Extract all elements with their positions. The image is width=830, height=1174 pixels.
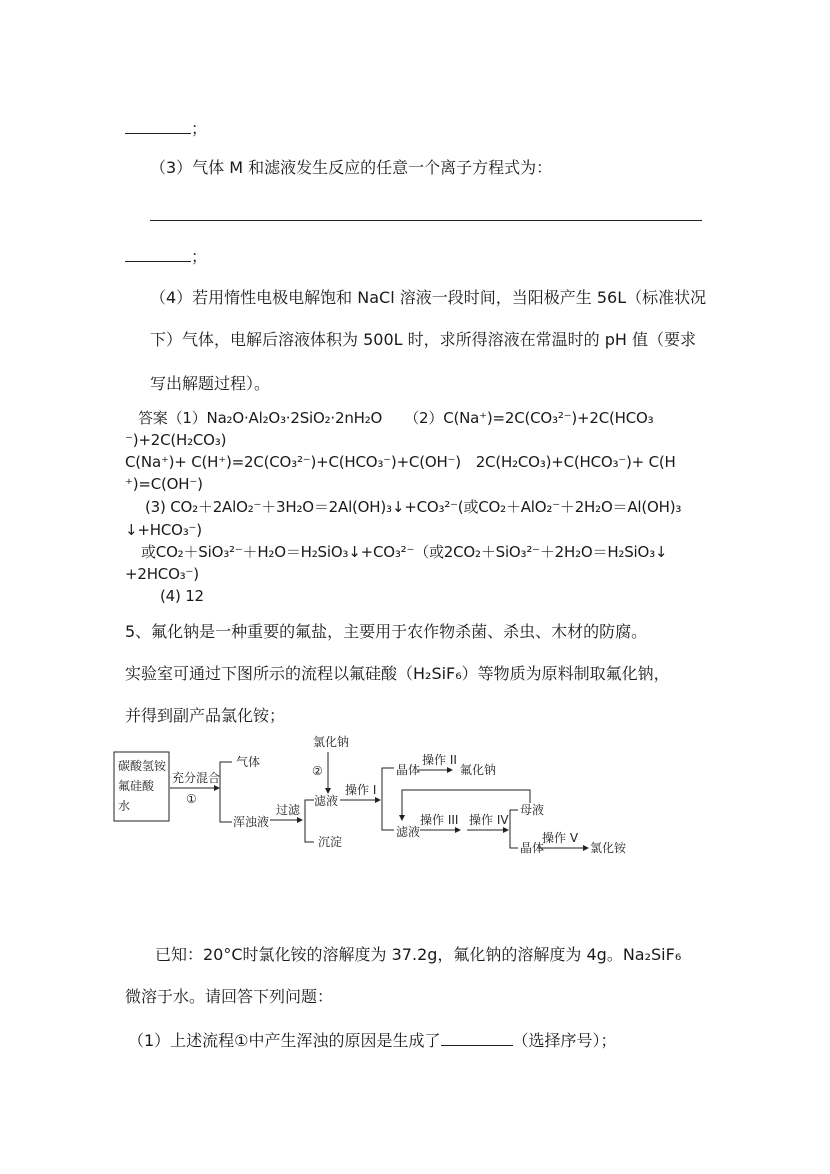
q5-intro-1: 5、氟化钠是一种重要的氟盐，主要用于农作物杀菌、杀虫、木材的防腐。 xyxy=(125,622,648,641)
node-label: 晶体 xyxy=(396,763,421,777)
step-number: ② xyxy=(312,764,323,778)
q4-line-1: （4）若用惰性电极电解饱和 NaCl 溶液一段时间，当阳极产生 56L（标准状况 xyxy=(150,288,707,307)
q5-subquestion-1 xyxy=(128,1029,617,1052)
answer-line: (3) CO₂＋2AlO₂⁻＋3H₂O＝2Al(OH)₃↓+CO₃²⁻(或CO₂＋AlO₂⁻＋2H₂O＝Al(OH)₃ xyxy=(145,498,682,516)
node-label: 母液 xyxy=(520,803,545,817)
bracket xyxy=(382,768,394,830)
answer-blank-line-2 xyxy=(125,245,207,268)
blank xyxy=(125,245,191,262)
node-label: 滤液 xyxy=(314,794,339,808)
bracket xyxy=(305,800,314,842)
step-label: 操作 I xyxy=(345,783,377,797)
bracket xyxy=(220,762,232,822)
flow-diagram xyxy=(112,728,712,863)
bracket xyxy=(510,810,518,848)
semicolon: ； xyxy=(191,119,208,138)
answer-line: 或CO₂＋SiO₃²⁻＋H₂O＝H₂SiO₃↓+CO₃²⁻（或2CO₂＋SiO₃²⁻＋2H₂O＝H₂SiO₃↓ xyxy=(141,543,668,561)
q3-prompt: （3）气体 M 和滤液发生反应的任意一个离子方程式为： xyxy=(150,158,553,177)
step-number: ① xyxy=(186,792,197,806)
answer-line: (4) 12 xyxy=(160,587,204,605)
node-label: 氯化钠 xyxy=(313,735,350,749)
answer-line: ⁺)=C(OH⁻) xyxy=(125,475,203,493)
step-label: 操作 V xyxy=(542,831,579,845)
q5-intro-3: 并得到副产品氯化铵； xyxy=(125,706,286,725)
q4-line-3: 写出解题过程）。 xyxy=(150,374,271,393)
question-text: （选择序号）； xyxy=(512,1031,617,1050)
step-label: 操作 IV xyxy=(469,813,509,827)
step-label: 充分混合 xyxy=(172,771,221,785)
blank xyxy=(125,117,191,134)
node-label: 氯化铵 xyxy=(590,841,627,855)
node-label: 氟化钠 xyxy=(460,763,497,777)
step-label: 过滤 xyxy=(276,803,301,817)
semicolon: ； xyxy=(191,247,208,266)
node-label: 浑浊液 xyxy=(233,815,270,829)
answer-line: ↓+HCO₃⁻) xyxy=(125,521,202,539)
node-label: 晶体 xyxy=(520,841,545,855)
step-label: 操作 II xyxy=(422,753,457,767)
answer-line: +2HCO₃⁻) xyxy=(125,565,199,583)
answer-blank-line-1 xyxy=(125,117,207,140)
known-line-2: 微溶于水。请回答下列问题： xyxy=(125,987,334,1006)
answer-line: 答案（1）Na₂O·Al₂O₃·2SiO₂·2nH₂O （2）C(Na⁺)=2C(CO₃²⁻)+2C(HCO₃ xyxy=(138,409,654,427)
box-label: 水 xyxy=(118,799,131,813)
q5-intro-2: 实验室可通过下图所示的流程以氟硅酸（H₂SiF₆）等物质为原料制取氟化钠， xyxy=(125,664,670,683)
box-label: 碳酸氢铵 xyxy=(118,759,167,773)
question-text: （1）上述流程①中产生浑浊的原因是生成了 xyxy=(128,1031,441,1050)
known-line-1: 已知：20°C时氯化铵的溶解度为 37.2g，氟化钠的溶解度为 4g。Na₂SiF₆ xyxy=(155,945,682,964)
step-label: 操作 III xyxy=(420,813,459,827)
answer-rule xyxy=(150,220,702,221)
box-label: 氟硅酸 xyxy=(118,779,155,793)
answer-line: C(Na⁺)+ C(H⁺)=2C(CO₃²⁻)+C(HCO₃⁻)+C(OH⁻) 2C(H₂CO₃)+C(HCO₃⁻)+ C(H xyxy=(125,453,676,471)
answer-blank xyxy=(441,1029,513,1046)
node-label: 滤液 xyxy=(396,825,421,839)
node-label: 气体 xyxy=(236,755,261,769)
q4-line-2: 下）气体，电解后溶液体积为 500L 时，求所得溶液在常温时的 pH 值（要求 xyxy=(150,330,696,349)
node-label: 沉淀 xyxy=(318,835,343,849)
answer-line: ⁻)+2C(H₂CO₃) xyxy=(125,431,227,449)
